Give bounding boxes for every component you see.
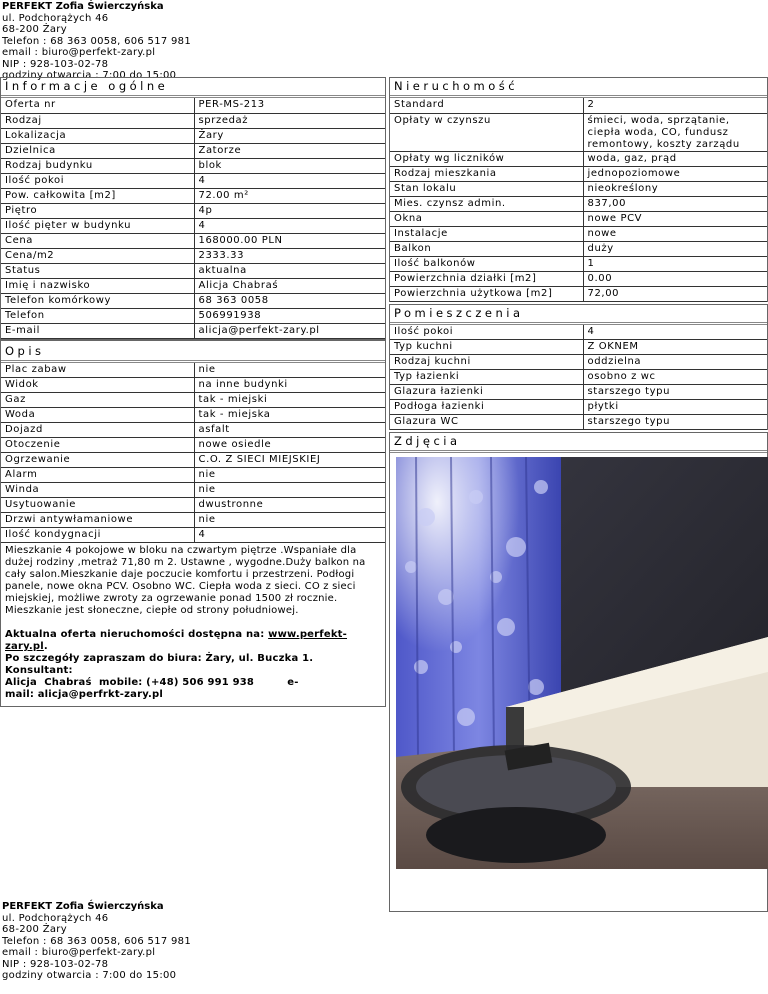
- field-value: 4: [583, 325, 767, 340]
- field-label: Balkon: [390, 241, 583, 256]
- field-label: Drzwi antywłamaniowe: [1, 513, 194, 528]
- description-row: [1, 408, 385, 423]
- property-section: [389, 77, 768, 302]
- photos-section: [389, 432, 768, 912]
- field-value: 4p: [194, 203, 385, 218]
- general-info-row: [1, 128, 385, 143]
- property-row: [390, 196, 767, 211]
- field-label: Rodzaj kuchni: [390, 355, 583, 370]
- general-info-row: [1, 218, 385, 233]
- field-label: Dzielnica: [1, 143, 194, 158]
- description-row: [1, 453, 385, 468]
- agency-name: PERFEKT Zofia Świerczyńska: [2, 1, 164, 12]
- field-label: Typ łazienki: [390, 370, 583, 385]
- field-value: nowe osiedle: [194, 438, 385, 453]
- field-label: Ilość balkonów: [390, 256, 583, 271]
- agency-street: ul. Podchorążych 46: [2, 12, 109, 24]
- field-value: sprzedaż: [194, 113, 385, 128]
- agency-city: 68-200 Żary: [2, 24, 67, 35]
- rooms-title: Pomieszczenia: [390, 305, 767, 325]
- field-label: Glazura łazienki: [390, 385, 583, 400]
- field-label: Oferta nr: [1, 98, 194, 113]
- field-value: nie: [194, 513, 385, 528]
- general-info-row: [1, 143, 385, 158]
- footer-agency-street: ul. Podchorążych 46: [2, 912, 109, 924]
- field-label: Ogrzewanie: [1, 453, 194, 468]
- field-label: Telefon komórkowy: [1, 293, 194, 308]
- field-label: Powierzchnia działki [m2]: [390, 271, 583, 286]
- general-info-row: [1, 203, 385, 218]
- field-value: woda, gaz, prąd: [583, 151, 767, 166]
- field-value: 1: [583, 256, 767, 271]
- contact-line-1: Po szczegóły zapraszam do biura: Żary, ul. Buczka 1. Konsultant:: [5, 653, 314, 676]
- field-label: Status: [1, 263, 194, 278]
- field-value: osobno z wc: [583, 370, 767, 385]
- property-row: [390, 241, 767, 256]
- footer-agency-city: 68-200 Żary: [2, 924, 67, 935]
- description-row: [1, 498, 385, 513]
- footer-agency-hours: godziny otwarcia : 7:00 do 15:00: [2, 970, 177, 981]
- field-value: 837,00: [583, 196, 767, 211]
- general-info-row: [1, 278, 385, 293]
- field-value: 68 363 0058: [194, 293, 385, 308]
- offer-link[interactable]: www.perfekt-zary.pl: [5, 629, 348, 652]
- description-row: [1, 513, 385, 528]
- property-row: [390, 226, 767, 241]
- property-row: [390, 286, 767, 301]
- field-value: Zatorze: [194, 143, 385, 158]
- property-title: Nieruchomość: [390, 78, 767, 98]
- general-info-row: [1, 293, 385, 308]
- field-value: 72.00 m²: [194, 188, 385, 203]
- room-row: [390, 400, 767, 415]
- description-table: [1, 363, 385, 544]
- general-info-table: [1, 98, 385, 339]
- offer-link-suffix: .: [43, 641, 48, 652]
- description-row: [1, 393, 385, 408]
- field-value: asfalt: [194, 423, 385, 438]
- field-label: Standard: [390, 98, 583, 113]
- field-value: nieokreślony: [583, 181, 767, 196]
- field-label: Rodzaj: [1, 113, 194, 128]
- property-row: [390, 181, 767, 196]
- field-value: jednopoziomowe: [583, 166, 767, 181]
- room-row: [390, 385, 767, 400]
- field-label: Ilość pięter w budynku: [1, 218, 194, 233]
- description-row: [1, 528, 385, 543]
- field-label: Usytuowanie: [1, 498, 194, 513]
- field-value: PER-MS-213: [194, 98, 385, 113]
- field-value: płytki: [583, 400, 767, 415]
- field-value: tak - miejski: [194, 393, 385, 408]
- field-label: Alarm: [1, 468, 194, 483]
- general-info-row: [1, 98, 385, 113]
- left-column: [0, 77, 386, 707]
- property-row: [390, 98, 767, 113]
- field-value: nowe PCV: [583, 211, 767, 226]
- field-label: Telefon: [1, 308, 194, 323]
- field-value: nie: [194, 483, 385, 498]
- field-label: Powierzchnia użytkowa [m2]: [390, 286, 583, 301]
- field-label: Widok: [1, 378, 194, 393]
- field-value: 0.00: [583, 271, 767, 286]
- general-info-title: Informacje ogólne: [1, 78, 385, 98]
- rooms-table: [390, 325, 767, 431]
- general-info-row: [1, 308, 385, 323]
- field-label: Cena/m2: [1, 248, 194, 263]
- description-row: [1, 468, 385, 483]
- description-row: [1, 378, 385, 393]
- field-label: Ilość kondygnacji: [1, 528, 194, 543]
- footer-agency-phone: Telefon : 68 363 0058, 606 517 981: [2, 935, 191, 947]
- contact-line-2: Alicja Chabraś mobile: (+48) 506 991 938 e-: [5, 677, 299, 688]
- general-info-row: [1, 248, 385, 263]
- general-info-row: [1, 188, 385, 203]
- field-value: śmieci, woda, sprzątanie, ciepła woda, CO, fundusz remontowy, koszty zarządu: [583, 113, 767, 151]
- property-row: [390, 256, 767, 271]
- field-value: aktualna: [194, 263, 385, 278]
- room-row: [390, 415, 767, 430]
- field-label: Imię i nazwisko: [1, 278, 194, 293]
- field-label: E-mail: [1, 323, 194, 338]
- description-title: Opis: [1, 343, 385, 363]
- general-info-row: [1, 233, 385, 248]
- field-label: Okna: [390, 211, 583, 226]
- description-text: [1, 543, 385, 703]
- contact-line-3: mail: alicja@perfrkt-zary.pl: [5, 689, 164, 700]
- field-value: C.O. Z SIECI MIEJSKIEJ: [194, 453, 385, 468]
- field-label: Gaz: [1, 393, 194, 408]
- property-row: [390, 151, 767, 166]
- field-value: 2: [583, 98, 767, 113]
- field-label: Podłoga łazienki: [390, 400, 583, 415]
- field-label: Rodzaj budynku: [1, 158, 194, 173]
- property-row: [390, 211, 767, 226]
- general-info-row: [1, 173, 385, 188]
- field-label: Mies. czynsz admin.: [390, 196, 583, 211]
- right-column: [389, 77, 768, 912]
- field-value: tak - miejska: [194, 408, 385, 423]
- general-info-row: [1, 158, 385, 173]
- field-label: Woda: [1, 408, 194, 423]
- property-row: [390, 271, 767, 286]
- agency-nip: NIP : 928-103-02-78: [2, 58, 109, 70]
- general-info-row: [1, 113, 385, 128]
- field-value: starszego typu: [583, 415, 767, 430]
- field-value: 4: [194, 218, 385, 233]
- field-label: Stan lokalu: [390, 181, 583, 196]
- field-label: Lokalizacja: [1, 128, 194, 143]
- property-row: [390, 113, 767, 151]
- field-label: Plac zabaw: [1, 363, 194, 378]
- field-value: nowe: [583, 226, 767, 241]
- agency-phone: Telefon : 68 363 0058, 606 517 981: [2, 35, 191, 47]
- field-label: Instalacje: [390, 226, 583, 241]
- field-label: Ilość pokoi: [390, 325, 583, 340]
- field-label: Glazura WC: [390, 415, 583, 430]
- field-value: dwustronne: [194, 498, 385, 513]
- field-label: Pow. całkowita [m2]: [1, 188, 194, 203]
- field-value: oddzielna: [583, 355, 767, 370]
- agency-email: email : biuro@perfekt-zary.pl: [2, 47, 156, 58]
- property-photo[interactable]: [396, 457, 768, 869]
- photos-title: Zdjęcia: [390, 433, 767, 453]
- field-value: alicja@perfekt-zary.pl: [194, 323, 385, 338]
- room-row: [390, 340, 767, 355]
- field-label: Otoczenie: [1, 438, 194, 453]
- agency-hours: godziny otwarcia : 7:00 do 15:00: [2, 70, 177, 81]
- property-table: [390, 98, 767, 302]
- description-row: [1, 423, 385, 438]
- description-section: [0, 340, 386, 707]
- description-body: Mieszkanie 4 pokojowe w bloku na czwartym piętrze .Wspaniałe dla dużej rodziny ,metraż 71,80 m 2. Ustawne , wygodne.Duży balkon na cały salon.Mieszkanie daje poczucie komfortu i przestrzeni. Podłogi panele, nowe okna PCV. Osobno WC. Ciepła woda z sieci. CO z sieci miejskiej, możliwe zwroty za ogrzewanie ponad 1500 zł rocznie. Mieszkanie jest słoneczne, ciepłe od strony południowej.: [5, 545, 366, 616]
- agency-header: [2, 1, 191, 82]
- field-label: Winda: [1, 483, 194, 498]
- field-label: Typ kuchni: [390, 340, 583, 355]
- field-value: blok: [194, 158, 385, 173]
- field-value: 2333.33: [194, 248, 385, 263]
- field-value: 4: [194, 173, 385, 188]
- field-value: 506991938: [194, 308, 385, 323]
- field-value: nie: [194, 363, 385, 378]
- field-label: Opłaty w czynszu: [390, 113, 583, 151]
- living-room-photo: [396, 457, 768, 869]
- field-value: Żary: [194, 128, 385, 143]
- room-row: [390, 355, 767, 370]
- field-value: duży: [583, 241, 767, 256]
- room-row: [390, 370, 767, 385]
- rooms-section: [389, 304, 768, 431]
- field-label: Cena: [1, 233, 194, 248]
- field-label: Piętro: [1, 203, 194, 218]
- description-row: [1, 363, 385, 378]
- field-value: Alicja Chabraś: [194, 278, 385, 293]
- field-label: Rodzaj mieszkania: [390, 166, 583, 181]
- field-value: 4: [194, 528, 385, 543]
- general-info-row: [1, 323, 385, 338]
- room-row: [390, 325, 767, 340]
- field-value: starszego typu: [583, 385, 767, 400]
- footer-agency-name: PERFEKT Zofia Świerczyńska: [2, 901, 164, 912]
- property-row: [390, 166, 767, 181]
- field-label: Dojazd: [1, 423, 194, 438]
- field-label: Ilość pokoi: [1, 173, 194, 188]
- agency-footer: [2, 901, 191, 982]
- general-info-row: [1, 263, 385, 278]
- field-value: 168000.00 PLN: [194, 233, 385, 248]
- field-value: nie: [194, 468, 385, 483]
- footer-agency-nip: NIP : 928-103-02-78: [2, 958, 109, 970]
- general-info-section: [0, 77, 386, 340]
- footer-agency-email: email : biuro@perfekt-zary.pl: [2, 947, 156, 958]
- description-row: [1, 483, 385, 498]
- field-value: na inne budynki: [194, 378, 385, 393]
- field-value: Z OKNEM: [583, 340, 767, 355]
- field-label: Opłaty wg liczników: [390, 151, 583, 166]
- field-value: 72,00: [583, 286, 767, 301]
- description-row: [1, 438, 385, 453]
- offer-link-prefix: Aktualna oferta nieruchomości dostępna na:: [5, 629, 269, 640]
